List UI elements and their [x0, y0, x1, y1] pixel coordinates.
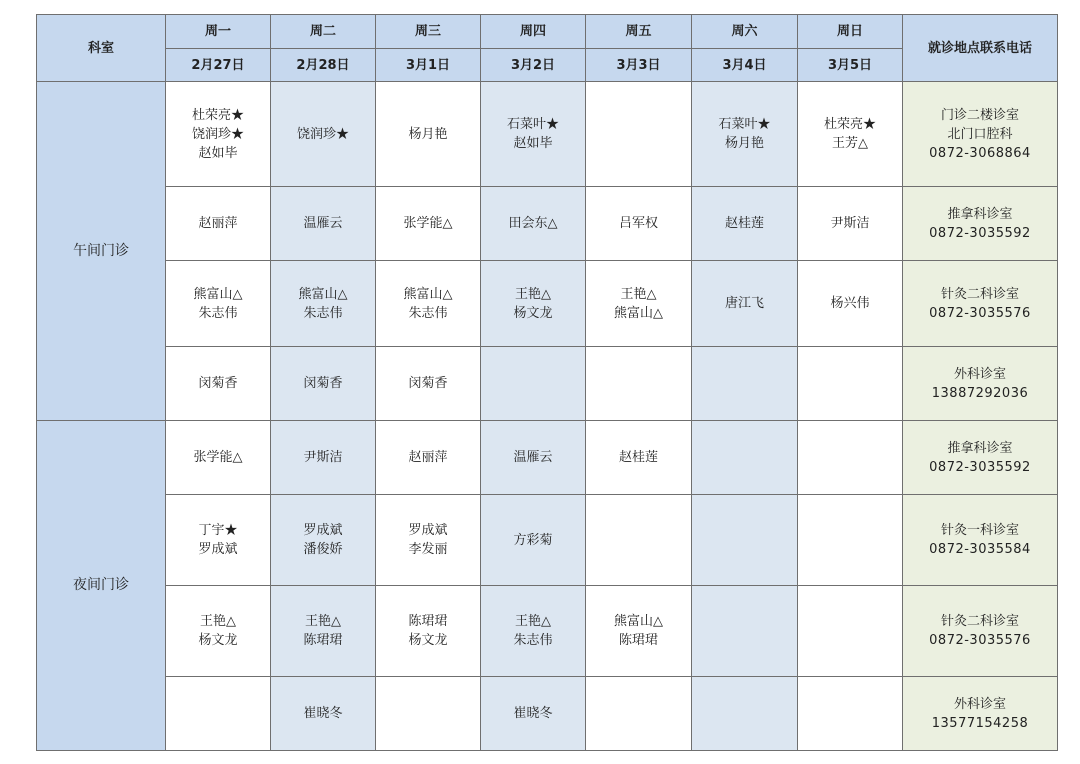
doctor-name: 杨兴伟: [830, 296, 870, 311]
department-header: 科室: [37, 15, 166, 82]
section-label: 夜间门诊: [37, 421, 166, 751]
doctor-name: 朱志伟: [303, 305, 343, 321]
doctor-cell: [271, 677, 376, 751]
doctor-name: 熊富山△: [614, 614, 663, 629]
doctor-cell: [376, 421, 481, 495]
doctor-name: 赵如毕: [513, 136, 553, 151]
doctor-name: 赵桂莲: [724, 216, 764, 231]
clinic-room: 门诊二楼诊室: [940, 107, 1019, 123]
doctor-name: 杜荣亮★: [823, 117, 876, 132]
doctor-name: 饶润珍★: [191, 126, 244, 142]
clinic-room: 推拿科诊室: [947, 206, 1013, 222]
doctor-cell: [166, 347, 271, 421]
doctor-name: 杨月艳: [724, 136, 764, 151]
doctor-name: 王艳△: [305, 614, 341, 629]
doctor-cell: [481, 261, 586, 347]
doctor-name: 石菜叶★: [506, 117, 559, 132]
doctor-cell: [586, 677, 692, 751]
doctor-cell: [586, 82, 692, 187]
doctor-name: 杨文龙: [408, 633, 448, 648]
doctor-cell: [166, 586, 271, 677]
location-cell: [903, 347, 1058, 421]
schedule-row: [37, 82, 1058, 187]
doctor-cell: [586, 261, 692, 347]
location-header: 就诊地点联系电话: [903, 15, 1058, 82]
location-cell: [903, 187, 1058, 261]
weekday-header: 周二: [271, 15, 376, 49]
location-cell: [903, 677, 1058, 751]
doctor-cell: [166, 495, 271, 586]
date-header: 2月28日: [271, 49, 376, 82]
doctor-name: 温雁云: [303, 216, 343, 231]
phone-number: 0872-3035576: [929, 305, 1031, 321]
schedule-row: [37, 586, 1058, 677]
doctor-name: 赵如毕: [198, 145, 238, 161]
doctor-cell: [692, 82, 798, 187]
doctor-name: 王艳△: [620, 286, 657, 302]
doctor-name: 崔晓冬: [303, 706, 343, 721]
date-header: 3月3日: [586, 49, 692, 82]
weekday-header: 周四: [481, 15, 586, 49]
schedule-body: [37, 82, 1058, 751]
doctor-name: 陈珺珺: [408, 614, 448, 629]
doctor-name: 赵丽萍: [198, 216, 238, 231]
doctor-name: 王芳△: [832, 136, 868, 151]
schedule-row: [37, 495, 1058, 586]
schedule-row: [37, 261, 1058, 347]
doctor-cell: [586, 586, 692, 677]
doctor-cell: [798, 347, 903, 421]
doctor-cell: [271, 187, 376, 261]
doctor-name: 唐江飞: [724, 296, 764, 311]
doctor-cell: [798, 187, 903, 261]
doctor-name: 朱志伟: [513, 633, 553, 648]
doctor-cell: [481, 677, 586, 751]
doctor-cell: [271, 495, 376, 586]
doctor-cell: [692, 677, 798, 751]
doctor-name: 陈珺珺: [618, 633, 658, 648]
phone-number: 0872-3035592: [929, 459, 1031, 475]
date-header: 3月2日: [481, 49, 586, 82]
doctor-name: 张学能△: [403, 216, 453, 231]
doctor-name: 吕军权: [618, 216, 658, 231]
doctor-cell: [586, 347, 692, 421]
location-cell: [903, 586, 1058, 677]
doctor-cell: [166, 82, 271, 187]
doctor-cell: [798, 261, 903, 347]
doctor-name: 熊富山△: [298, 286, 348, 302]
clinic-room: 针灸二科诊室: [940, 614, 1019, 629]
clinic-room: 针灸一科诊室: [940, 523, 1019, 538]
weekday-header: 周一: [166, 15, 271, 49]
doctor-cell: [481, 586, 586, 677]
doctor-cell: [376, 261, 481, 347]
date-header: 3月1日: [376, 49, 481, 82]
doctor-name: 朱志伟: [408, 305, 448, 321]
doctor-name: 尹斯洁: [830, 216, 870, 231]
doctor-name: 赵丽萍: [408, 450, 448, 465]
doctor-name: 闵菊香: [198, 376, 238, 391]
schedule-row: [37, 677, 1058, 751]
doctor-name: 熊富山△: [614, 305, 663, 321]
doctor-cell: [798, 495, 903, 586]
doctor-cell: [692, 421, 798, 495]
doctor-cell: [271, 347, 376, 421]
phone-number: 13577154258: [931, 715, 1029, 731]
date-header: 3月4日: [692, 49, 798, 82]
doctor-cell: [798, 677, 903, 751]
clinic-room: 推拿科诊室: [947, 440, 1013, 456]
doctor-name: 罗成斌: [303, 523, 343, 538]
doctor-cell: [166, 187, 271, 261]
doctor-cell: [376, 586, 481, 677]
date-header: 3月5日: [798, 49, 903, 82]
doctor-cell: [586, 187, 692, 261]
doctor-cell: [376, 495, 481, 586]
clinic-room: 外科诊室: [953, 696, 1006, 712]
weekday-header: 周五: [586, 15, 692, 49]
location-cell: [903, 421, 1058, 495]
doctor-name: 杜荣亮★: [191, 107, 244, 123]
doctor-cell: [692, 261, 798, 347]
doctor-name: 崔晓冬: [513, 706, 553, 721]
doctor-name: 石菜叶★: [718, 117, 771, 132]
doctor-cell: [376, 82, 481, 187]
doctor-name: 陈珺珺: [303, 633, 343, 648]
doctor-name: 罗成斌: [198, 542, 238, 557]
doctor-cell: [481, 347, 586, 421]
phone-number: 13887292036: [931, 385, 1029, 401]
doctor-cell: [586, 421, 692, 495]
doctor-cell: [692, 187, 798, 261]
clinic-room: 北门口腔科: [947, 126, 1013, 142]
section-label: 午间门诊: [37, 82, 166, 421]
doctor-name: 温雁云: [513, 450, 553, 465]
doctor-name: 张学能△: [193, 450, 243, 465]
schedule-row: [37, 347, 1058, 421]
doctor-name: 李发丽: [408, 542, 448, 557]
doctor-cell: [586, 495, 692, 586]
doctor-name: 熊富山△: [193, 286, 243, 302]
doctor-cell: [166, 261, 271, 347]
doctor-name: 丁宇★: [198, 523, 238, 538]
weekday-header: 周六: [692, 15, 798, 49]
doctor-cell: [166, 421, 271, 495]
doctor-cell: [376, 347, 481, 421]
doctor-cell: [376, 677, 481, 751]
doctor-cell: [271, 421, 376, 495]
doctor-name: 杨文龙: [513, 305, 553, 321]
phone-number: 0872-3035584: [929, 542, 1031, 557]
doctor-cell: [166, 677, 271, 751]
phone-number: 0872-3068864: [929, 145, 1031, 161]
doctor-cell: [692, 586, 798, 677]
doctor-name: 王艳△: [200, 614, 236, 629]
date-header: 2月27日: [166, 49, 271, 82]
doctor-cell: [798, 421, 903, 495]
clinic-room: 外科诊室: [953, 366, 1006, 382]
doctor-name: 闵菊香: [408, 376, 448, 391]
doctor-cell: [692, 347, 798, 421]
location-cell: [903, 495, 1058, 586]
schedule-row: [37, 187, 1058, 261]
doctor-name: 潘俊娇: [303, 542, 343, 557]
doctor-cell: [271, 82, 376, 187]
doctor-name: 饶润珍★: [296, 126, 349, 142]
phone-number: 0872-3035592: [929, 225, 1031, 241]
location-cell: [903, 261, 1058, 347]
doctor-cell: [481, 82, 586, 187]
doctor-cell: [271, 586, 376, 677]
schedule-table: [36, 14, 1058, 751]
phone-number: 0872-3035576: [929, 633, 1031, 648]
doctor-name: 熊富山△: [403, 286, 453, 302]
doctor-name: 方彩菊: [513, 532, 553, 548]
doctor-name: 尹斯洁: [303, 450, 343, 465]
doctor-name: 王艳△: [515, 286, 551, 302]
doctor-cell: [481, 495, 586, 586]
doctor-cell: [481, 187, 586, 261]
doctor-name: 朱志伟: [198, 305, 238, 321]
doctor-cell: [271, 261, 376, 347]
doctor-name: 田会东△: [508, 216, 558, 231]
doctor-name: 杨文龙: [198, 633, 238, 648]
weekday-header: 周日: [798, 15, 903, 49]
doctor-name: 王艳△: [515, 614, 551, 629]
doctor-name: 杨月艳: [408, 126, 448, 142]
doctor-cell: [798, 82, 903, 187]
doctor-name: 闵菊香: [303, 376, 343, 391]
doctor-cell: [481, 421, 586, 495]
doctor-cell: [798, 586, 903, 677]
doctor-cell: [692, 495, 798, 586]
location-cell: [903, 82, 1058, 187]
doctor-cell: [376, 187, 481, 261]
doctor-name: 赵桂莲: [618, 450, 658, 465]
clinic-room: 针灸二科诊室: [940, 286, 1019, 302]
doctor-name: 罗成斌: [408, 523, 448, 538]
schedule-row: [37, 421, 1058, 495]
weekday-header: 周三: [376, 15, 481, 49]
